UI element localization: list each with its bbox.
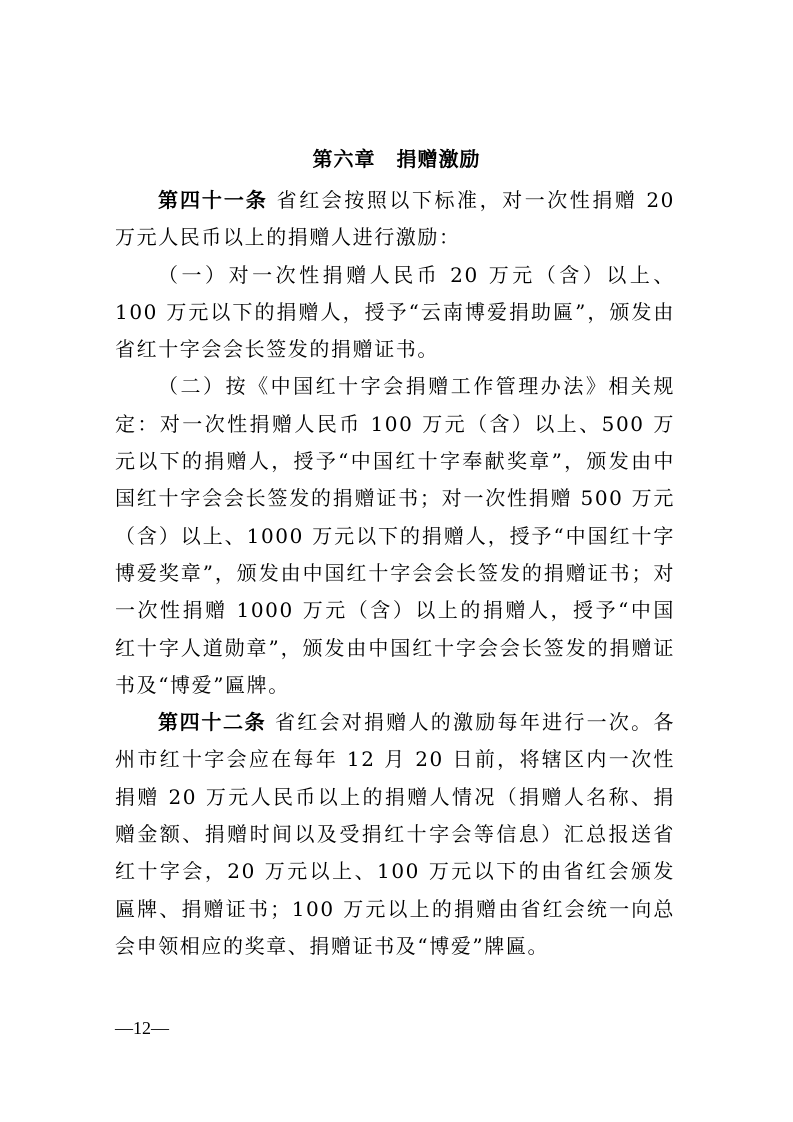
article-41-intro [115,182,675,257]
article-42 [115,704,675,965]
article-41-item-2: （二）按《中国红十字会捐赠工作管理办法》相关规定：对一次性捐赠人民币 100 万元（含）以上、500 万元以下的捐赠人，授予“中国红十字奉献奖章”，颁发由中国红十字会会长签发的捐赠证书；对一次性捐赠 500 万元（含）以上、1000 万元以下的捐赠人，授予“中国红十字博爱奖章”，颁发由中国红十字会会长签发的捐赠证书；对一次性捐赠 1000 万元（含）以上的捐赠人，授予“中国红十字人道勋章”，颁发由中国红十字会会长签发的捐赠证书及“博爱”匾牌。 [115,374,675,697]
article-42-text: 省红会对捐赠人的激励每年进行一次。各州市红十字会应在每年 12 月 20 日前，将辖区内一次性捐赠 20 万元人民币以上的捐赠人情况（捐赠人名称、捐赠金额、捐赠时间以及受捐红十字会等信息）汇总报送省红十字会，20 万元以上、100 万元以下的由省红会颁发匾牌、捐赠证书；100 万元以上的捐赠由省红会统一向总会申领相应的奖章、捐赠证书及“博爱”牌匾。 [115,710,675,958]
article-42-label: 第四十二条 [158,710,267,735]
article-41-item-1: （一）对一次性捐赠人民币 20 万元（含）以上、100 万元以下的捐赠人，授予“云南博爱捐助匾”，颁发由省红十字会会长签发的捐赠证书。 [115,262,675,362]
article-41-label: 第四十一条 [158,188,268,212]
chapter-title: 第六章 捐赠激励 [312,147,481,171]
page-number: —12— [115,1018,169,1038]
body-text [115,182,675,965]
article-41-intro-text: 省红会按照以下标准，对一次性捐赠 20 万元人民币以上的捐赠人进行激励： [115,188,675,250]
